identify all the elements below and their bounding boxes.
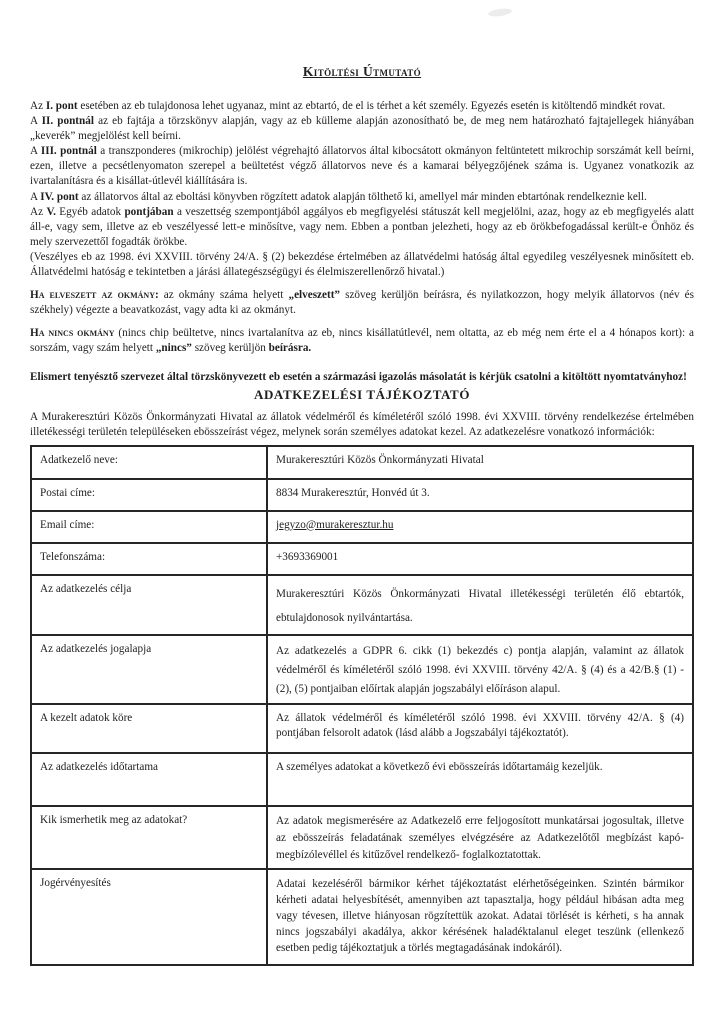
text-segment: Ha nincs okmány	[30, 327, 115, 340]
table-cell-label: Az adatkezelés időtartama	[31, 753, 267, 806]
text-segment: Az	[30, 100, 46, 112]
table-row-postal-address	[31, 479, 693, 511]
text-segment: a transzponderes (mikrochip) jelölést végrehajtó állatorvos által kibocsátott okmányon feltüntetett mikrochip sorszámát kell beírni, ezen, illetve a pecsétlenyomaton szerepel a beültetést végző állatorvos neve és a kamarai bélyegzőjének száma is. Ugyanez vonatkozik az ivartalanításra és a kisállat-útlevél kiállítására is.	[30, 145, 694, 188]
table-row-phone	[31, 543, 693, 575]
table-cell-value	[267, 635, 693, 704]
table-cell-value	[267, 479, 693, 511]
text-segment: II. pontnál	[41, 115, 94, 128]
table-cell-value	[267, 869, 693, 965]
text-segment: „elveszett”	[288, 289, 341, 302]
table-row-purpose	[31, 575, 693, 635]
table-cell-value-email	[267, 511, 693, 543]
text-segment: beírásra.	[268, 342, 312, 355]
text-segment: az eb fajtája a törzskönyv alapján, vagy az eb külleme alapján azonosítható be, de meg nem határozható fajtajellegek hiányában „keverék” megjelölést kell beírni.	[30, 115, 694, 143]
text-segment: Az adatok megismerésére az Adatkezelő erre feljogosított munkatársai jogosultak, illetve az ebösszeírás feladatának személyes elvégzésére az Adatkezelőtől megbízást kapó-megbízólevéllel és kitűzővel rendelkező- foglalkoztatottak.	[276, 814, 684, 861]
privacy-table	[30, 445, 694, 966]
table-row-legal-basis	[31, 635, 693, 704]
text-segment: Elismert tenyésztő szervezet által törzskönyvezett eb esetén a származási igazolás másolatát is kérjük csatolni a kitöltött nyomtatványhoz!	[30, 370, 687, 383]
text-segment: Murakeresztúri Közös Önkormányzati Hivatal illetékességi területén élő ebtartók, ebtulajdonosok nyilvántartása.	[276, 587, 684, 624]
table-cell-label: Adatkezelő neve:	[31, 446, 267, 479]
table-cell-label: Az adatkezelés jogalapja	[31, 635, 267, 704]
table-row-duration	[31, 753, 693, 806]
text-segment: jegyzo@murakeresztur.hu	[276, 518, 394, 531]
instruction-paragraph-point-1	[30, 99, 694, 114]
instruction-paragraph-point-3	[30, 144, 694, 189]
text-segment: I. pont	[45, 100, 78, 112]
pedigree-note-paragraph	[30, 370, 694, 385]
table-row-email	[31, 511, 693, 543]
privacy-intro-paragraph: A Murakeresztúri Közös Önkormányzati Hivatal az állatok védelméről és kíméletéről szóló 1998. évi XXVIII. törvény rendelkezése értelmében illetékességi területén településeken ebösszeírást végez, melynek során személyes adatokat kezel. Az adatkezelésre vonatkozó információk:	[30, 410, 694, 438]
text-segment: +3693369001	[276, 550, 339, 563]
table-cell-value	[267, 806, 693, 869]
table-cell-value	[267, 446, 693, 479]
text-segment: (nincs chip beültetve, nincs ivartalanítva az eb, nincs kisállatútlevél, nem oltatta, az eb még nem érte el a 4 hónapos kort): a sorszám, vagy szám helyett	[30, 327, 694, 355]
text-segment: A	[30, 115, 42, 128]
text-segment: Az adatkezelés a GDPR 6. cikk (1) bekezdés c) pontja alapján, valamint az állatok védelméről és kíméletéről szóló 1998. évi XXVIII. törvény 42/A. § (4) és a 42/B.§ (1) - (2), (5) pontjaiban előírtak alapján jogszabályi előíráson alapul.	[276, 644, 684, 695]
text-segment: A	[30, 145, 41, 158]
text-segment: Az állatok védelméről és kíméletéről szóló 1998. évi XXVIII. törvény 42/A. § (4) pontjában felsorolt adatok (lásd alább a Jogszabályi tájékoztatót).	[276, 711, 684, 740]
table-cell-value	[267, 753, 693, 806]
instruction-paragraph-point-4	[30, 190, 694, 205]
table-cell-label: Email címe:	[31, 511, 267, 543]
text-segment: szöveg kerüljön	[191, 342, 269, 355]
text-segment: Adatai kezeléséről bármikor kérhet tájékoztatást elérhetőségeinken. Szintén bármikor kérheti adatai helyesbítését, amennyiben azt tapasztalja, hogy például hibásan adta meg vagy tévesen, illetve hiányosan rögzítettük azokat. Adatai törlését is kérheti, s ha annak nincs jogszabályi akadálya, akkor kérésének haladéktalanul eleget teszünk (ellenkező esetben pedig tájékoztatjuk a törlés megtagadásának indokáról).	[276, 877, 684, 955]
table-cell-value	[267, 575, 693, 635]
text-segment: a veszettség szempontjából aggályos eb megfigyelési státuszát kell megjelölni, azaz, hogy az eb megfigyelés alatt áll-e, vagy sem, illetve az eb veszélyessé lett-e minősítve, vagy nem. Ebben a pontban jelezheti, hogy az eb örökbefogadással került-e Önhöz és mely szervezettől fogadták örökbe.	[30, 205, 695, 248]
text-segment: pontjában	[124, 205, 174, 218]
text-segment: IV. pont	[40, 190, 79, 203]
text-segment: az okmány száma helyett	[158, 289, 289, 302]
text-segment: V.	[46, 205, 56, 218]
table-row-controller-name	[31, 446, 693, 479]
section-title-data-processing: ADATKEZELÉSI TÁJÉKOZTATÓ	[253, 386, 471, 402]
text-segment: szöveg kerüljön beírásra, és nyilatkozzon, hogy melyik állatorvos (név és székhely) végezte a beavatkozást, vagy adta ki az okmányt.	[30, 289, 694, 317]
table-row-data-scope	[31, 704, 693, 753]
no-document-paragraph	[30, 326, 694, 356]
text-segment: az állatorvos által az eboltási könyvben rögzített adatok alapján tölthető ki, amellyel már minden ebtartónak rendelkeznie kell.	[78, 190, 647, 203]
text-segment: Ha elveszett az okmány:	[30, 289, 159, 302]
table-row-access	[31, 806, 693, 869]
table-cell-value	[267, 543, 693, 575]
text-segment: A	[30, 190, 41, 203]
text-segment: Az	[30, 205, 47, 218]
text-segment: „nincs”	[155, 342, 192, 355]
table-cell-label: Az adatkezelés célja	[31, 575, 267, 635]
instructions-block	[30, 99, 694, 280]
text-segment: Egyéb adatok	[55, 205, 125, 218]
table-cell-label: Telefonszáma:	[31, 543, 267, 575]
table-cell-label: Postai címe:	[31, 479, 267, 511]
lost-document-paragraph	[30, 288, 694, 318]
table-cell-label: A kezelt adatok köre	[31, 704, 267, 753]
table-cell-label: Kik ismerhetik meg az adatokat?	[31, 806, 267, 869]
instruction-paragraph-point-2	[30, 114, 694, 144]
table-row-legal-enforcement	[31, 869, 693, 965]
text-segment: 8834 Murakeresztúr, Honvéd út 3.	[276, 486, 430, 499]
text-segment: esetében az eb tulajdonosa lehet ugyanaz, mint az ebtartó, de el is térhet a két személy. Egyezés esetén is kitöltendő mindkét rovat.	[77, 100, 666, 112]
text-segment: A személyes adatokat a következő évi ebösszeírás időtartamáig kezeljük.	[276, 760, 603, 773]
text-segment: Murakeresztúri Közös Önkormányzati Hivatal	[276, 453, 484, 466]
text-segment: III. pontnál	[40, 145, 97, 158]
instruction-paragraph-dangerous-dog-note	[30, 250, 694, 280]
section-title-filling-instructions: Kitöltési Útmutató	[302, 64, 422, 79]
table-cell-label: Jogérvényesítés	[31, 869, 267, 965]
text-segment: (Veszélyes eb az 1998. évi XXVIII. törvény 24/A. § (2) bekezdése értelmében az állatvédelmi hatóság által egyedileg veszélyesnek minősített eb. Állatvédelmi hatóság e tekintetben a járási állategészségügyi és élelmiszerellenőrző hivatal.)	[30, 250, 694, 279]
table-cell-value	[267, 704, 693, 753]
instruction-paragraph-point-5	[30, 205, 694, 250]
